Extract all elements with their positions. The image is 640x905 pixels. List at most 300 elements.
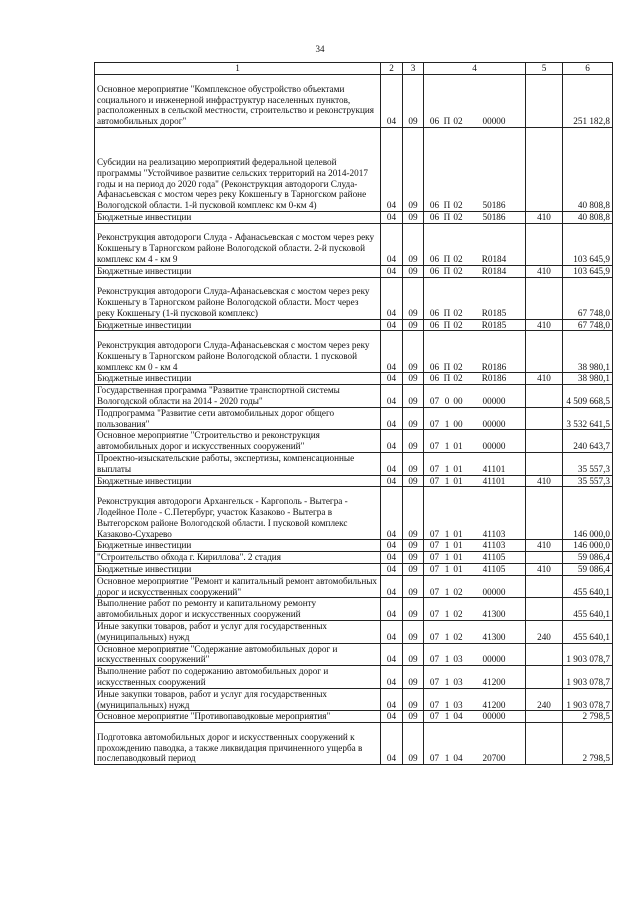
row-subsection: 09 (403, 407, 424, 430)
target-code-part: 06 (429, 116, 440, 127)
row-section: 04 (381, 452, 403, 475)
row-subsection: 09 (403, 643, 424, 666)
row-name: Бюджетные инвестиции (95, 540, 381, 552)
target-code-part: 1 (444, 654, 450, 665)
target-code-part: 01 (453, 463, 463, 474)
row-subsection: 09 (403, 540, 424, 552)
table-row (95, 620, 613, 643)
row-target-code (424, 643, 526, 666)
target-code-parts (426, 373, 523, 384)
table-row (95, 277, 613, 319)
row-name: Основное мероприятие "Ремонт и капитальный ремонт автомобильных дорог и искусственных сооружений" (95, 575, 381, 598)
row-name: Выполнение работ по ремонту и капитальному ремонту автомобильных дорог и искусственных сооружений (95, 598, 381, 621)
target-code-parts (426, 609, 523, 620)
target-code-part: 02 (453, 319, 463, 330)
target-code-part: 1 (444, 441, 450, 452)
header-col-6: 6 (563, 63, 613, 75)
table-row (95, 643, 613, 666)
row-target-code (424, 711, 526, 723)
row-amount: 67 748,0 (563, 319, 613, 331)
target-code-part: 00000 (482, 711, 506, 722)
row-expense-type (526, 75, 563, 128)
row-section: 04 (381, 407, 403, 430)
target-code-part: 1 (444, 711, 450, 722)
target-code-part: 41200 (482, 676, 506, 687)
row-name: Подпрограмма "Развитие сети автомобильных дорог общего пользования" (95, 407, 381, 430)
row-section: 04 (381, 212, 403, 224)
row-amount: 1 903 078,7 (563, 643, 613, 666)
page-number: 34 (315, 44, 325, 54)
row-expense-type: 410 (526, 563, 563, 575)
row-section: 04 (381, 575, 403, 598)
target-code-part: 07 (429, 654, 440, 665)
row-target-code (424, 487, 526, 540)
target-code-part: 0 (444, 395, 450, 406)
row-section: 04 (381, 128, 403, 212)
target-code-part: 41105 (482, 563, 506, 574)
target-code-parts (426, 266, 523, 277)
target-code-part: 07 (429, 609, 440, 620)
target-code-part: 06 (429, 200, 440, 211)
row-amount: 146 000,0 (563, 540, 613, 552)
target-code-parts (426, 396, 523, 407)
target-code-part: 04 (453, 753, 463, 764)
row-subsection: 09 (403, 319, 424, 331)
target-code-part: 07 (429, 395, 440, 406)
row-expense-type (526, 487, 563, 540)
row-name: Иные закупки товаров, работ и услуг для государственных (муниципальных) нужд (95, 688, 381, 711)
row-section: 04 (381, 563, 403, 575)
row-target-code (424, 620, 526, 643)
target-code-parts (426, 552, 523, 563)
header-col-4: 4 (424, 63, 526, 75)
target-code-part: 06 (429, 265, 440, 276)
target-code-parts (426, 711, 523, 722)
target-code-part: 02 (453, 631, 463, 642)
row-name: Бюджетные инвестиции (95, 212, 381, 224)
row-name: Государственная программа "Развитие транспортной системы Вологодской области на 2014 - 2020 годы" (95, 385, 381, 408)
row-section: 04 (381, 373, 403, 385)
row-name: Реконструкция автодороги Слуда-Афанасьевская с мостом через реку Кокшеньгу в Тарногском районе Вологодской области. Мост через реку Кокшеньгу (1-й пусковой комплекс) (95, 277, 381, 319)
row-subsection: 09 (403, 452, 424, 475)
table-row (95, 373, 613, 385)
row-expense-type: 240 (526, 688, 563, 711)
target-code-part: 02 (453, 586, 463, 597)
header-col-1: 1 (95, 63, 381, 75)
target-code-part: П (443, 116, 451, 127)
row-section: 04 (381, 620, 403, 643)
row-amount: 2 798,5 (563, 723, 613, 765)
row-target-code (424, 688, 526, 711)
row-name: Бюджетные инвестиции (95, 475, 381, 487)
row-target-code (424, 430, 526, 453)
budget-table (94, 62, 613, 765)
row-subsection: 09 (403, 265, 424, 277)
row-expense-type: 410 (526, 475, 563, 487)
row-target-code (424, 666, 526, 689)
row-amount: 40 808,8 (563, 212, 613, 224)
target-code-parts (426, 441, 523, 452)
target-code-part: 06 (429, 373, 440, 384)
target-code-part: 1 (444, 563, 450, 574)
table-row (95, 475, 613, 487)
target-code-part: 07 (429, 475, 440, 486)
row-expense-type (526, 643, 563, 666)
target-code-part: 1 (444, 609, 450, 620)
table-row (95, 331, 613, 373)
target-code-parts (426, 419, 523, 430)
target-code-part: 07 (429, 528, 440, 539)
target-code-part: П (443, 361, 451, 372)
target-code-part: 03 (453, 699, 463, 710)
row-name: "Строительство обхода г. Кириллова". 2 стадия (95, 552, 381, 564)
target-code-part: 02 (453, 212, 463, 222)
target-code-parts (426, 529, 523, 540)
target-code-parts (426, 564, 523, 575)
row-expense-type (526, 277, 563, 319)
table-row (95, 575, 613, 598)
target-code-part: 07 (429, 586, 440, 597)
target-code-part: 02 (453, 116, 463, 127)
table-row (95, 487, 613, 540)
table-row (95, 212, 613, 224)
target-code-parts (426, 308, 523, 319)
row-subsection: 09 (403, 212, 424, 224)
row-target-code (424, 319, 526, 331)
row-expense-type (526, 666, 563, 689)
target-code-part: 07 (429, 463, 440, 474)
target-code-part: 03 (453, 676, 463, 687)
row-section: 04 (381, 385, 403, 408)
row-subsection: 09 (403, 620, 424, 643)
row-amount: 251 182,8 (563, 75, 613, 128)
row-expense-type (526, 407, 563, 430)
row-section: 04 (381, 319, 403, 331)
row-expense-type (526, 452, 563, 475)
target-code-parts (426, 700, 523, 711)
target-code-part: 41103 (482, 528, 506, 539)
row-expense-type (526, 723, 563, 765)
target-code-part: 07 (429, 753, 440, 764)
target-code-parts (426, 677, 523, 688)
row-subsection: 09 (403, 75, 424, 128)
row-section: 04 (381, 540, 403, 552)
row-amount: 67 748,0 (563, 277, 613, 319)
table-row (95, 223, 613, 265)
row-target-code (424, 75, 526, 128)
header-col-5: 5 (526, 63, 563, 75)
table-row (95, 319, 613, 331)
row-name: Основное мероприятие "Строительство и реконструкция автомобильных дорог и искусственных сооружений" (95, 430, 381, 453)
row-name: Бюджетные инвестиции (95, 563, 381, 575)
target-code-part: 50186 (482, 212, 506, 222)
target-code-part: 06 (429, 254, 440, 264)
row-target-code (424, 552, 526, 564)
row-subsection: 09 (403, 688, 424, 711)
target-code-part: 00000 (482, 418, 506, 429)
target-code-part: 02 (453, 254, 463, 264)
target-code-part: 1 (444, 676, 450, 687)
target-code-part: 02 (453, 200, 463, 211)
row-subsection: 09 (403, 128, 424, 212)
table-row (95, 452, 613, 475)
target-code-part: 07 (429, 699, 440, 710)
row-expense-type (526, 223, 563, 265)
row-amount: 1 903 078,7 (563, 688, 613, 711)
row-subsection: 09 (403, 487, 424, 540)
row-subsection: 09 (403, 223, 424, 265)
target-code-part: 20700 (482, 753, 506, 764)
row-name: Выполнение работ по содержанию автомобильных дорог и искусственных сооружений (95, 666, 381, 689)
row-target-code (424, 331, 526, 373)
row-target-code (424, 563, 526, 575)
row-name: Проектно-изыскательские работы, экспертизы, компенсационные выплаты (95, 452, 381, 475)
target-code-part: 06 (429, 307, 440, 318)
target-code-part: 1 (444, 540, 450, 551)
target-code-part: 1 (444, 475, 450, 486)
target-code-part: R0184 (481, 254, 507, 264)
target-code-part: 02 (453, 609, 463, 620)
row-amount: 455 640,1 (563, 620, 613, 643)
target-code-part: 07 (429, 676, 440, 687)
target-code-part: 02 (453, 307, 463, 318)
row-target-code (424, 385, 526, 408)
target-code-part: R0185 (481, 307, 507, 318)
row-amount: 4 509 668,5 (563, 385, 613, 408)
row-section: 04 (381, 598, 403, 621)
target-code-part: 07 (429, 711, 440, 722)
row-subsection: 09 (403, 666, 424, 689)
row-target-code (424, 128, 526, 212)
row-name: Основное мероприятие "Комплексное обустройство объектами социального и инженерной инфраструктур населенных пунктов, расположенных в сельской местности, строительство и реконструкция автомобильных дорог" (95, 75, 381, 128)
row-expense-type (526, 430, 563, 453)
target-code-parts (426, 200, 523, 211)
row-subsection: 09 (403, 723, 424, 765)
row-name: Субсидии на реализацию мероприятий федеральной целевой программы "Устойчивое развитие сельских территорий на 2014-2017 годы и на период до 2020 года" (Реконструкция автодороги Слуда-Афанасьевская с мостом через реку Кокшеньгу в Тарногском районе Вологодской области. 1-й пусковой комплекс км 0-км 4) (95, 128, 381, 212)
row-target-code (424, 223, 526, 265)
row-section: 04 (381, 723, 403, 765)
target-code-part: 01 (453, 552, 463, 563)
target-code-part: 00000 (482, 441, 506, 452)
row-target-code (424, 373, 526, 385)
target-code-part: 01 (453, 563, 463, 574)
row-amount: 3 532 641,5 (563, 407, 613, 430)
target-code-part: R0186 (481, 361, 507, 372)
target-code-part: 41105 (482, 552, 506, 563)
target-code-part: 04 (453, 711, 463, 722)
row-section: 04 (381, 666, 403, 689)
row-expense-type (526, 552, 563, 564)
target-code-part: 06 (429, 212, 440, 222)
row-subsection: 09 (403, 552, 424, 564)
target-code-parts (426, 476, 523, 487)
row-section: 04 (381, 265, 403, 277)
row-amount: 1 903 078,7 (563, 666, 613, 689)
row-expense-type (526, 598, 563, 621)
target-code-part: 41101 (482, 475, 506, 486)
target-code-part: 41103 (482, 540, 506, 551)
target-code-parts (426, 320, 523, 331)
row-section: 04 (381, 75, 403, 128)
row-name: Реконструкция автодороги Архангельск - Каргополь - Вытегра - Лодейное Поле - С.Петербург, участок Казаково - Вытегра в Вытегорском районе Вологодской области. I пусковой комплекс Казаково-Сухарево (95, 487, 381, 540)
row-section: 04 (381, 688, 403, 711)
row-name: Основное мероприятие "Противопаводковые мероприятия" (95, 711, 381, 723)
row-name: Реконструкция автодороги Слуда-Афанасьевская с мостом через реку Кокшеньгу в Тарногском районе Вологодской области. 1 пусковой комплекс км 0 - км 4 (95, 331, 381, 373)
row-amount: 103 645,9 (563, 223, 613, 265)
target-code-part: 41101 (482, 463, 506, 474)
table-body (95, 63, 613, 765)
target-code-parts (426, 654, 523, 665)
row-name: Основное мероприятие "Содержание автомобильных дорог и искусственных сооружений" (95, 643, 381, 666)
row-target-code (424, 265, 526, 277)
target-code-part: 1 (444, 586, 450, 597)
row-section: 04 (381, 430, 403, 453)
row-expense-type: 410 (526, 540, 563, 552)
table-row (95, 75, 613, 128)
target-code-part: 41300 (482, 631, 506, 642)
row-subsection: 09 (403, 575, 424, 598)
row-expense-type (526, 711, 563, 723)
row-amount: 35 557,3 (563, 475, 613, 487)
target-code-part: 1 (444, 418, 450, 429)
row-amount: 455 640,1 (563, 598, 613, 621)
target-code-part: 02 (453, 361, 463, 372)
table-row (95, 688, 613, 711)
target-code-part: 06 (429, 319, 440, 330)
row-target-code (424, 452, 526, 475)
row-amount: 2 798,5 (563, 711, 613, 723)
row-section: 04 (381, 223, 403, 265)
row-section: 04 (381, 487, 403, 540)
row-amount: 240 643,7 (563, 430, 613, 453)
target-code-part: 07 (429, 552, 440, 563)
target-code-part: 00000 (482, 395, 506, 406)
target-code-part: П (443, 319, 451, 330)
row-target-code (424, 277, 526, 319)
row-target-code (424, 407, 526, 430)
table-row (95, 128, 613, 212)
row-section: 04 (381, 475, 403, 487)
table-row (95, 723, 613, 765)
target-code-part: 1 (444, 552, 450, 563)
target-code-part: 07 (429, 540, 440, 551)
row-subsection: 09 (403, 373, 424, 385)
row-amount: 38 980,1 (563, 373, 613, 385)
target-code-parts (426, 540, 523, 551)
target-code-parts (426, 753, 523, 764)
target-code-part: П (443, 212, 451, 222)
target-code-part: 1 (444, 528, 450, 539)
row-expense-type (526, 385, 563, 408)
table-row (95, 598, 613, 621)
target-code-part: 50186 (482, 200, 506, 211)
target-code-part: 00000 (482, 116, 506, 127)
row-name: Бюджетные инвестиции (95, 265, 381, 277)
row-expense-type: 240 (526, 620, 563, 643)
target-code-part: 01 (453, 540, 463, 551)
table-row (95, 385, 613, 408)
row-name: Бюджетные инвестиции (95, 319, 381, 331)
table-row (95, 666, 613, 689)
target-code-part: 1 (444, 753, 450, 764)
target-code-part: 1 (444, 699, 450, 710)
target-code-part: 01 (453, 475, 463, 486)
target-code-part: П (443, 373, 451, 384)
row-section: 04 (381, 331, 403, 373)
target-code-part: П (443, 265, 451, 276)
target-code-part: 00000 (482, 654, 506, 665)
row-amount: 59 086,4 (563, 552, 613, 564)
row-target-code (424, 212, 526, 224)
header-col-2: 2 (381, 63, 403, 75)
row-target-code (424, 475, 526, 487)
target-code-parts (426, 254, 523, 265)
row-amount: 103 645,9 (563, 265, 613, 277)
table-row (95, 711, 613, 723)
target-code-part: 00 (453, 418, 463, 429)
row-amount: 38 980,1 (563, 331, 613, 373)
target-code-part: 01 (453, 528, 463, 539)
target-code-parts (426, 116, 523, 127)
row-target-code (424, 598, 526, 621)
target-code-part: 41300 (482, 609, 506, 620)
target-code-parts (426, 212, 523, 223)
target-code-parts (426, 464, 523, 475)
row-subsection: 09 (403, 711, 424, 723)
target-code-part: R0185 (481, 319, 507, 330)
table-row (95, 540, 613, 552)
header-row (95, 63, 613, 75)
row-name: Реконструкция автодороги Слуда - Афанасьевская с мостом через реку Кокшеньгу в Тарногском районе Вологодской области. 2-й пусковой комплекс км 4 - км 9 (95, 223, 381, 265)
target-code-part: П (443, 254, 451, 264)
target-code-part: 07 (429, 563, 440, 574)
target-code-part: 41200 (482, 699, 506, 710)
row-expense-type: 410 (526, 319, 563, 331)
row-amount: 40 808,8 (563, 128, 613, 212)
target-code-part: 07 (429, 631, 440, 642)
target-code-part: 1 (444, 631, 450, 642)
row-name: Бюджетные инвестиции (95, 373, 381, 385)
target-code-part: 06 (429, 361, 440, 372)
row-name: Иные закупки товаров, работ и услуг для государственных (муниципальных) нужд (95, 620, 381, 643)
row-target-code (424, 540, 526, 552)
row-amount: 146 000,0 (563, 487, 613, 540)
header-col-3: 3 (403, 63, 424, 75)
target-code-part: R0186 (481, 373, 507, 384)
table-row (95, 265, 613, 277)
row-subsection: 09 (403, 385, 424, 408)
row-expense-type: 410 (526, 212, 563, 224)
target-code-parts (426, 362, 523, 373)
target-code-part: 07 (429, 418, 440, 429)
row-section: 04 (381, 711, 403, 723)
target-code-part: 00000 (482, 586, 506, 597)
table-row (95, 552, 613, 564)
row-target-code (424, 575, 526, 598)
target-code-part: 00 (453, 395, 463, 406)
row-subsection: 09 (403, 430, 424, 453)
target-code-part: R0184 (481, 265, 507, 276)
target-code-part: П (443, 307, 451, 318)
target-code-parts (426, 587, 523, 598)
target-code-part: 02 (453, 373, 463, 384)
row-expense-type (526, 331, 563, 373)
row-subsection: 09 (403, 563, 424, 575)
target-code-part: П (443, 200, 451, 211)
table-row (95, 563, 613, 575)
target-code-part: 01 (453, 441, 463, 452)
row-subsection: 09 (403, 475, 424, 487)
